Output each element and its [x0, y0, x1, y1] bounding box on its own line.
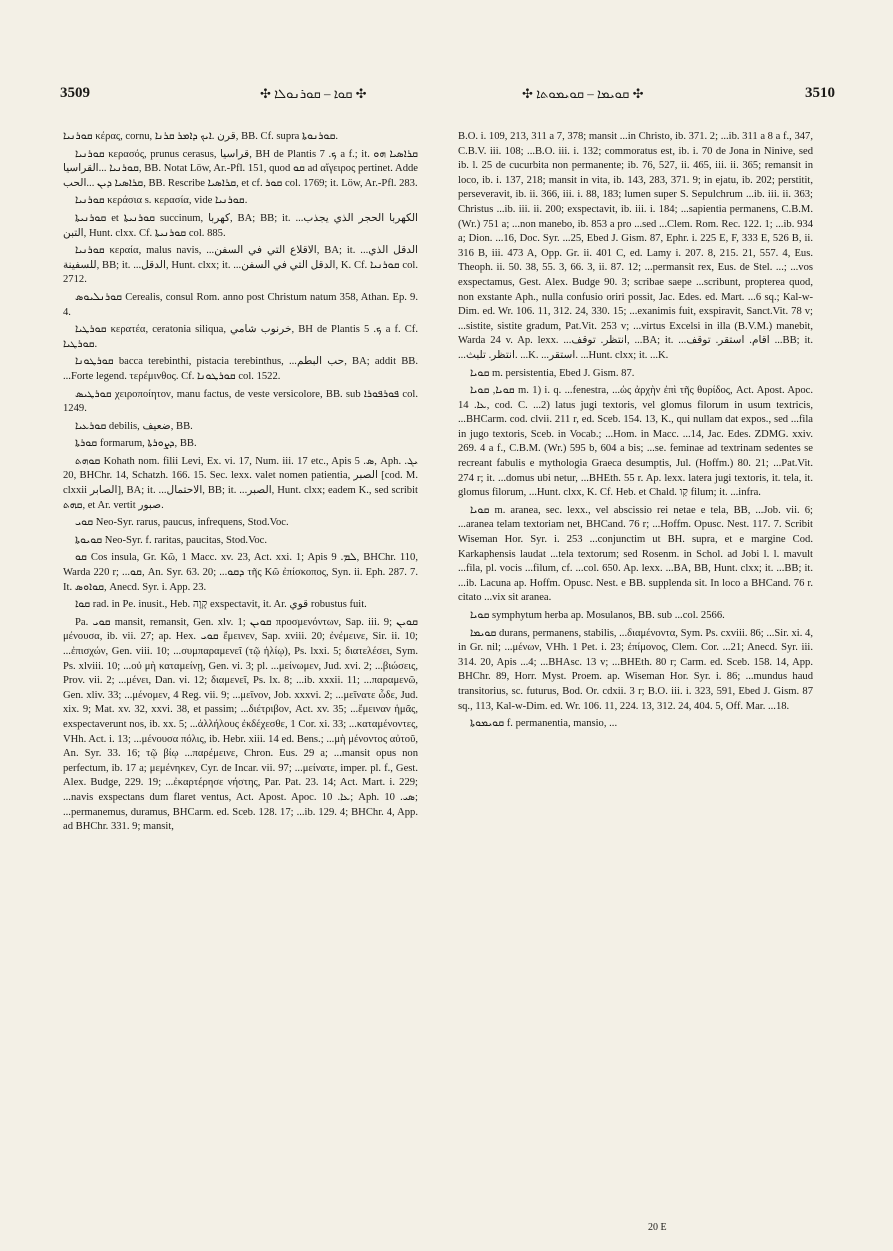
entry: ܩܘܪܛܝܣ χειροποίητον, manu factus, de veste versicolore, BB. sub ܦܘܪܦܘܪܐ col. 1249. — [63, 388, 418, 415]
entry: ܩܘܪܢܝܐ κέρας, cornu, قرن .ܐܝܟ ܕܐܡܪ ܩܪܢܐ, BB. Cf. supra ܩܘܪܢܘܬܐ. — [63, 131, 339, 142]
right-column — [458, 130, 813, 735]
entry: ܩܘܪܥܝܐ debilis, ضعيف, BB. — [75, 420, 193, 432]
entry: ܩܘܪܢܝܐ κεραία, malus navis, ...الاقلاع التي في السفن, BA; it. ...الدقل الذي للسفينة, BB; it. ...الدقل, Hunt. clxx; it. ...الدقل التي في السفن, K. Cf. ܩܘܪܢܝܐ col. 2712. — [63, 245, 418, 286]
entry: ܩܘܝܡܘܬܐ f. permanentia, mansio, ... — [470, 718, 618, 730]
entry: ܩܘܝܡܐ durans, permanens, stabilis, ...διαμένοντα, Sym. Ps. cxviii. 86; ...Sir. xi. 4, in Gr. nil; ...μένων, VHh. 1 Pet. i. 23; ἐπίμονος, Clem. Cor. ...21; Anecd. Syr. iii. 314. 20, Apis ...4; ...BHAsc. 13 v; ...BHEth. 80 r; Carm. ed. Sceb. 158. 14, App. BHChr. 89, Horr. Myst. Proem. ap. Wiseman Hor. Syr. i. 86; ...mundus haud transitorius, sc. futurus, Bod. Or. cdxii. 3 r; B.O. iii. i. 323, 591, Ebed J. Gism. 87 sq., 113, Kal-w-Dim. ed. Wr. 106. 11, 224. 13, 312. 24, 404. 5, Off. Mar. ...18. — [458, 627, 813, 712]
entry: ܩܘܪܢܝܬܐ et ܩܘܪܢܝܬܐ succinum, كهربا, BA; BB; it. ...الكهربا الحجر الذي يجذب التبن, Hunt. clxx. Cf. ܩܘܪܢܝܬܐ col. 885. — [63, 212, 418, 239]
entry: ܩܘܪܛܝܐ κερατέα, ceratonia siliqua, خرنوب شامي, BH de Plantis ܟ. 5 a f. Cf. ܩܘܪܛܝܐ. — [63, 324, 418, 350]
entry: ܩܘܪܢܝܐ κερασός, prunus cerasus, قراسيا, BH de Plantis ܟ. 7 a f.; it. ܩܪܐܣܝܐ ܗܘ ܩܘܪܢܝܐ ...القراسيا, BB. Notat Löw, Ar.-Pfl. 151, quod ܩܘ ad αἴγειρος pertinet. Adde ܩܪܐܣܝܐ ܕܝܢ ...الحب, BB. Rescribe ܩܪܐܣܝܐ, et cf. ܩܘܪ col. 1769; it. Löw, Ar.-Pfl. 283. — [63, 148, 418, 189]
right-page-number: 3510 — [805, 85, 835, 101]
left-page-number: 3509 — [60, 85, 90, 101]
left-column — [63, 130, 418, 838]
right-running-title: ✣ ܩܘܝܡܐ – ܩܘܝܡܘܬܐ ✣ — [522, 86, 644, 101]
signature-mark: 20 E — [648, 1222, 667, 1233]
entry: ܩܘܝܐ m. persistentia, Ebed J. Gism. 87. — [470, 367, 635, 379]
entry: ܩܘܝܘܬܐ Neo-Syr. f. raritas, paucitas, Stod.Voc. — [75, 534, 268, 546]
entry: ܩܘܪܢܝܐ κεράσια s. κερασία, vide ܩܘܪܢܝܐ. — [75, 195, 248, 207]
entry: ܩܘܪܢܠܝܘܣ Cerealis, consul Rom. anno post Christum natum 358, Athan. Ep. 9. 4. — [63, 291, 418, 318]
entry: ܩܘܝܐ, ܩܘܝܐ m. 1) i. q. ...fenestra, ...ὡς ἀρχὴν ἐπὶ τῆς θυρίδος, Act. Apost. Apoc. ܥܐ. 14, cod. C. ...2) latus jugi textoris, vel glomus filorum in usum textricis, ...BHCarm. cod. clvii. 211 r, ed. Sceb. 154. 13, K., qui nullam dat expos., sed ...fila in jugo textoris, Sceb. in Vocab.; ...Hom. in Macc. ...14, Jac. Edes. ZDMG. xxiv. 269. 4 a f., C.B.M. (Wr.) 595 b, 604 a bis; ...se. feminae ad textrinam sedentes se recreant fabulis e mythologia Graeca desumptis, Jul. (Hoffm.) 80. 21; ...Pat.Vit. 274 r; it. ...domus ubi netur, ...BHEth. 55 r. Ap. lexx. latera jugi textoris, it. tela, it. glomus filorum, ...Hunt. clxx, K. Cf. Heb. et Chald. קַו filum; it. ...infra. — [458, 385, 813, 499]
entry: ܩܘܐ rad. in Pe. inusit., Heb. קָוָה exspectavit, it. Ar. قوي robustus fuit. — [75, 599, 367, 611]
entry: ܩܘܝ Neo-Syr. rarus, paucus, infrequens, Stod.Voc. — [75, 517, 289, 529]
entry: Pa. ܩܘܝ mansit, remansit, Gen. xlv. 1; ܩܘܝܢ προσμενόντων, Sap. iii. 9; ܩܘܝܢ μένουσα, ib. vii. 27; ap. Hex. ܩܘܝ ἔμεινεν, Sap. xviii. 20; ἐνέμεινε, Sir. ii. 10; ...ἐπισχών, Gen. viii. 10; ...συμπαραμενεῖ (τῷ ἡλίῳ), Ps. lxxi. 5; διατελέσει, Sym. Ps. xlviii. 10; ...οὐ μὴ καταμείνῃ, Gen. vi. 3; pl. ...μείνωμεν, Jud. xvi. 2; ...βιώσεις, Prov. vii. 2; ...μένει, Dan. vi. 12; διαμενεῖ, Ps. lx. 8; ...ib. xxxii. 11; ...παραμενῶ, Gen. xliv. 33; ...μένομεν, 4 Reg. vii. 9; ...μεῖνον, Job. xxxvi. 2; ...μεῖνατε ὧδε, Jud. xix. 9; Mat. xv. 32, xxvi. 38, et passim; ...διέτριβον, Act. xv. 35; ...ἔμειναν ἡμᾶς, exspectaverunt nos, ib. xx. 5; ...ἀλλήλους ἐκδέχεσθε, 1 Cor. xi. 33; ...καταμένοντες, VHh. Act. i. 13; ...μένουσα πόλις, ib. Hebr. xiii. 14 ed. Bens.; ...μὴ μένοντος αὐτοῦ, An. Syr. 33. 16; τῷ βίῳ ...παρέμεινε, Chron. Eus. 29 a; ...mansit opus non perfectum, ib. 17 a; μεμένηκεν, Cyr. de Incar. vii. 97; ...μείνατε, imper. pl. f., Gest. Alex. Budge, 229. 19; ...ἐκαρτέρησε νήστης, Par. Pat. 23. 14; Act. Mart. i. 229; ...navis exspectans dum flaret ventus, Act. Apost. Apoc. ܥܐ. 10; Aph. ܣܝ. 10; ...permanemus, duramus, BHCarm. ed. Sceb. 128. 17; ...ib. 129. 4; BHChr. 4, App. ad BHChr. 331. 9; mansit, — [63, 616, 418, 833]
left-running-title: ✣ ܩܘܐ – ܩܘܪܢܘܠܐ ✣ — [260, 86, 367, 101]
entry: ܩܘܗܬ Kohath nom. filii Levi, Ex. vi. 17, Num. iii. 17 etc., Apis ܣ. 5, Aph. ܝܓ. 20, BHChr. 14, Schatzh. 166. 15. Sec. lexx. valet nomen patientia, الصبر [cod. M. clxxii الصابر], BA; it. ...الاحتمال, BB; it. ...الصبر, Hunt. clxx; eadem K., sed scribit ܩܗܬ, et Ar. vertit صبور. — [63, 455, 419, 511]
entry: ܩܘܝܐ m. aranea, sec. lexx., vel abscissio rei netae e tela, BB, ...Job. vii. 6; ...aranea telam textoriam net, BHCand. 76 r; ...Hoffm. Opusc. Nest. 117. 7. Scribit Wiseman Hor. Syr. i. 253 ...conjunctim ut BH. supra, et e margine Cod. Karkaphensis laudat ...tela textorum; sed Rosenm. in Schol. ad Jobi l. l. mavult ...fila, pl. vocis ...filum, cf. ...col. 650. Ap. lexx. ...BA, BB, Hunt. clxx; it. ...BB; it. ...ib. Lacuna ap. Hoffm. Opusc. Nest. e BB. supplenda sit. In loco a BHCand. 76 r. citato ...vix sit aranea. — [458, 504, 813, 604]
running-header — [60, 85, 835, 115]
entry: ܩܘܪܛܘܢܐ bacca terebinthi, pistacia terebinthus, ...حب البطم, BA; addit BB. ...Forte legend. τερέμινθος. Cf. ܩܘܪܛܘܢܐ col. 1522. — [63, 356, 418, 382]
entry: ܩܘܪܬܐ formarum, ܕܨܘܪܬܐ, BB. — [75, 438, 197, 450]
entry: ܩܘ Cos insula, Gr. Κῶ, 1 Macc. xv. 23, Act. xxi. 1; Apis ܠܡ. 9, BHChr. 110, Warda 220 r; ...ܩܘ, An. Syr. 63. 20; ...ܕܩܘ τῆς Κῶ ἐπίσκοπος, Syn. ii. Eph. 287. 7. It. ܩܘܐܘܣ, Anecd. Syr. i. App. 23. — [63, 552, 418, 593]
entry: B.O. i. 109, 213, 311 a 7, 378; mansit ...in Christo, ib. 371. 2; ...ib. 311 a 8 a f., 347, C.B.V. iii. 108; ...B.O. iii. i. 132; commoratus est, ib. i. 70 de Jona in Ninive, sed ib. l. 25 de cucurbita non permanente; ib. 76, 527, ii. 465, iii. ii. 365; remansit in loco, ib. i. 137, 218; mansit in vita, ib. 143, 283, 371. 9; in ejatu, ib. 202; perstitit, perseveravit, ib. ii. 366, iii. i. 88, 183; lumen super S. Sepulchrum ...ib. iii. ii. 363; Christus ...ib. iii. ii. 200; exspectavit, ib. iii. i. 184; ...sapientia permanens, C.B.M. (Wr.) 751 a; ...non manebo, ib. 853 a pro ...sed ...Clem. Rom. Rec. 122. 1; ...ib. 934 a; Dion. ...16, Doc. Syr. ...25, Ebed J. Gism. 87, Ephr. i. 225 E, F, 333 E, 526 B, ii. 316 B, iii. 473 A, Opp. Gr. ii. 401 C, ed. Lamy i. 207. 8, 215. 21, 557. 4, Eus. Theoph. ii. 50. 38, 55. 3, 66. 3, ii. 87. 12; ...permansit rex, Eus. de Stel. ...; ...vos exspectamus, Gest. Alex. Budge 90. 3; scribae saepe ...scribunt, propterea quod, non exstante Aph., nulla confusio oriri possit, Jac. Edes. ed. Mart. ...6 sq.; Kal-w-Dim. ed. Wr. 106. 11, 312. 24, 330. 15; ...exanimis fuit, exspiravit, Sanct.Vit. 78 v; ...sistite, sistite gradum, Pat.Vit. 253 v; ...virtus Excelsi in illa (B.V.M.) manebit, Warda 24 v. Ap. lexx. ...انتظر. توقف, ...BA; it. ...اقام. استقر. توقف ...BB; it. ...انتظر. تلبث. ...K. ...استقر. ...Hunt. clxx; it. ...K. — [458, 131, 814, 361]
entry: ܩܘܝܐ symphytum herba ap. Mosulanos, BB. sub ...col. 2566. — [470, 610, 725, 621]
